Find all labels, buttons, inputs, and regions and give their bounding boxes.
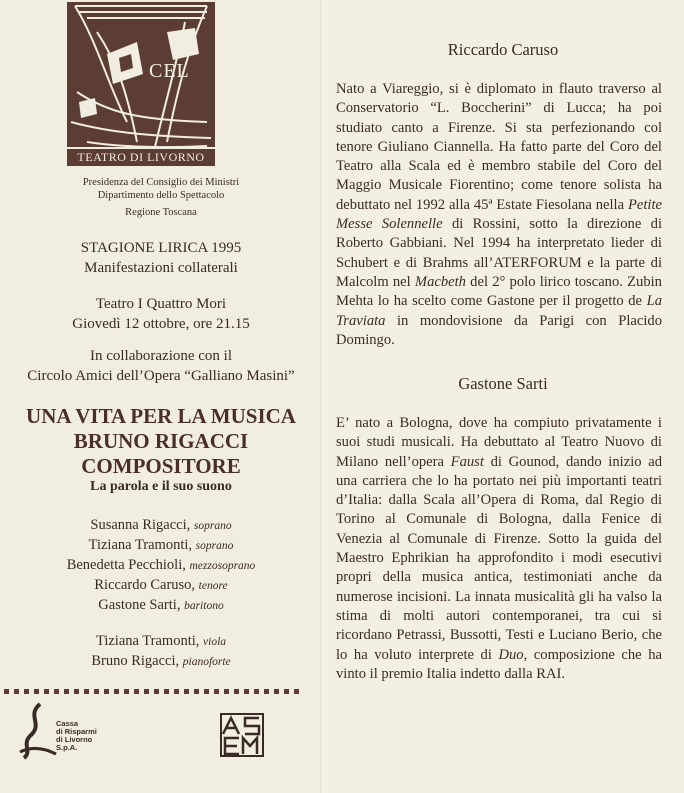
instrumentalist-role: viola [203,636,227,648]
bio-italic-title: Petite Messe Solennelle [336,196,662,233]
season-title: STAGIONE LIRICA 1995 [80,240,242,256]
event-title-line-1: UNA VITA PER LA MUSICA [26,404,296,428]
instrumentalist-role: pianoforte [182,656,231,668]
bio-italic-title: La Traviata [336,293,662,329]
bio-segment: del 2° polo lirico toscano. Zubin Mehta lo ha scelto come Gastone per il progetto de [336,273,662,310]
logo-caption: TEATRO DI LIVORNO [77,150,205,164]
page-fold [320,0,322,793]
performer-name: Gastone Sarti, [98,597,181,613]
bio-segment: , composizione che ha vinto il premio Italia indetto dalla RAI. [336,646,662,682]
performer-3 [0,555,322,576]
bio-segment: di Rossini, sotto la direzione di Roberto Gabbiani. Nel 1994 ha interpretato lieder di Schubert e di Brahms all’ATERFORUM e la parte di Malcolm nel [336,216,663,290]
bio-segment: E’ nato a Bologna, dove ha compiuto privatamente i suoi studi musicali. Ha debuttato al Teatro Nuovo di Milano nell’opera [336,415,662,470]
bio-title-sarti: Gastone Sarti [458,374,548,393]
bio-segment: Nato a Viareggio, si è diplomato in flauto traverso al Conservatorio “L. Boccherini” di Lucca; ha poi studiato canto a Firenze. Si sta perfezionando col tenore Giuliano Ciannella. Ha fatto parte del Coro del Teatro alla Scala ed è membro stabile del Coro del Maggio Musicale Fiorentino; come tenore solista ha debuttato nel 1992 alla 45ª Estate Fiesolana nella [336,81,662,213]
performer-name: Tiziana Tramonti, [88,537,193,553]
performer-role: soprano [193,520,232,532]
instrumentalist-1 [0,631,322,652]
bio-text-sarti [336,414,662,684]
performer-4 [0,575,322,596]
bio-italic-title: Duo [498,646,524,663]
patronage-line-3: Regione Toscana [125,207,197,218]
bio-italic-title: Macbeth [414,273,466,290]
performer-2 [0,535,322,556]
performer-role: baritono [184,600,224,612]
collab-line-2: Circolo Amici dell’Opera “Galliano Masini” [27,368,295,384]
patronage-line-1: Presidenza del Consiglio dei Ministri [82,177,240,188]
performer-name: Susanna Rigacci, [90,517,191,533]
logo-name: CEL [149,60,190,82]
bio-italic-title: Faust [450,453,484,470]
event-subtitle: La parola e il suo suono [90,479,232,494]
performer-1 [0,515,322,536]
asem-logo [219,712,265,758]
instrumentalist-name: Bruno Rigacci, [91,653,180,669]
season-subtitle: Manifestazioni collaterali [84,260,238,276]
cassa-risparmi-logo [18,702,108,762]
event-title-line-3: COMPOSITORE [81,454,241,478]
asem-logo-icon [219,712,265,758]
performer-5 [0,595,322,616]
event-date: Giovedì 12 ottobre, ore 21.15 [72,316,250,332]
event-title-line-2: BRUNO RIGACCI [73,429,249,453]
performer-name: Benedetta Pecchioli, [66,557,186,573]
logo-artwork-icon [67,2,215,166]
instrumentalist-name: Tiziana Tramonti, [95,633,200,649]
bio-title-caruso: Riccardo Caruso [447,40,559,59]
patronage-line-2: Dipartimento dello Spettacolo [97,190,225,201]
cassa-risparmi-text: Cassa di Risparmi di Livorno S.p.A. [56,719,97,752]
cel-teatro-logo [67,2,215,166]
performer-role: tenore [198,580,228,592]
performer-role: soprano [195,540,234,552]
performer-role: mezzosoprano [189,560,256,572]
venue-name: Teatro I Quattro Mori [95,296,227,312]
bio-segment: in mondovisione da Parigi con Placido Domingo. [336,312,662,348]
dotted-divider [4,689,300,694]
instrumentalist-2 [0,651,322,672]
performer-name: Riccardo Caruso, [94,577,196,593]
collab-line-1: In collaborazione con il [89,348,233,364]
bio-segment: di Gounod, dando inizio ad una carriera che lo ha portato nei più importanti teatri d’Italia: dalla Scala all’Opera di Roma, dal Regio di Torino al Comunale di Bologna, dalla Fenice di Venezia al Comunale di Firenze. Sotto la guida del Maestro Ephrikian ha approfondito i modi esecutivi propri della musica antica, testimoniati anche da numerose incisioni. La innata musicalità gli ha valso la stima di molti autori contemporanei, tra cui si ricordano Petrassi, Bussotti, Testi e Luciano Berio, che lo ha voluto interprete di [336,453,662,663]
wave-sail-icon [18,702,58,760]
bio-text-caruso [336,80,662,350]
